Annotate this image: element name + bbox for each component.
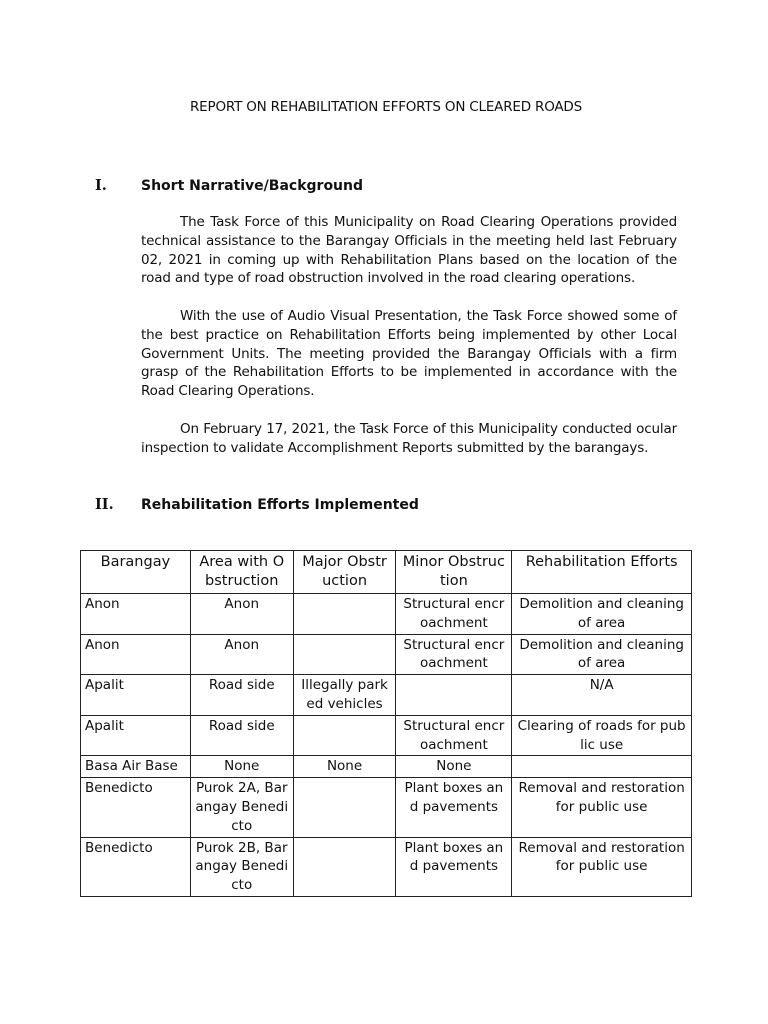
header-major-obstruction: Major Obstruction — [293, 551, 396, 594]
section-number: I. — [95, 177, 107, 194]
cell-efforts: Removal and restoration for public use — [512, 837, 692, 896]
table-row — [81, 778, 692, 837]
cell-minor: Plant boxes and pavements — [396, 778, 512, 837]
cell-efforts: Demolition and cleaning of area — [512, 594, 692, 635]
table-row — [81, 837, 692, 896]
cell-minor: Structural encroachment — [396, 715, 512, 756]
cell-area: Road side — [190, 675, 293, 716]
cell-area: None — [190, 756, 293, 778]
cell-efforts: Demolition and cleaning of area — [512, 634, 692, 675]
section-title: Short Narrative/Background — [141, 178, 364, 194]
cell-barangay: Benedicto — [81, 778, 191, 837]
cell-major: None — [293, 756, 396, 778]
section-heading-1 — [95, 177, 363, 194]
header-barangay: Barangay — [81, 551, 191, 594]
cell-major — [293, 594, 396, 635]
rehabilitation-table — [80, 550, 692, 897]
cell-area: Road side — [190, 715, 293, 756]
cell-area: Anon — [190, 594, 293, 635]
cell-minor — [396, 675, 512, 716]
cell-efforts: Removal and restoration for public use — [512, 778, 692, 837]
cell-minor: None — [396, 756, 512, 778]
cell-minor: Plant boxes and pavements — [396, 837, 512, 896]
table-row — [81, 715, 692, 756]
table-row — [81, 756, 692, 778]
cell-barangay: Basa Air Base — [81, 756, 191, 778]
cell-minor: Structural encroachment — [396, 634, 512, 675]
cell-minor: Structural encroachment — [396, 594, 512, 635]
cell-barangay: Anon — [81, 594, 191, 635]
cell-barangay: Anon — [81, 634, 191, 675]
cell-efforts — [512, 756, 692, 778]
table-row — [81, 594, 692, 635]
section-number: II. — [95, 496, 114, 513]
cell-area: Anon — [190, 634, 293, 675]
cell-major — [293, 715, 396, 756]
section-heading-2 — [95, 496, 419, 513]
header-rehabilitation-efforts: Rehabilitation Efforts — [512, 551, 692, 594]
cell-efforts: N/A — [512, 675, 692, 716]
paragraph-3: On February 17, 2021, the Task Force of this Municipality conducted ocular inspection to validate Accomplishment Reports submitted by the barangays. — [141, 421, 677, 456]
table-row — [81, 675, 692, 716]
cell-efforts: Clearing of roads for public use — [512, 715, 692, 756]
header-minor-obstruction: Minor Obstruction — [396, 551, 512, 594]
cell-barangay: Apalit — [81, 675, 191, 716]
cell-barangay: Apalit — [81, 715, 191, 756]
header-area-with-obstruction: Area with Obstruction — [190, 551, 293, 594]
table-header-row — [81, 551, 692, 594]
table-row — [81, 634, 692, 675]
cell-major — [293, 778, 396, 837]
cell-major — [293, 634, 396, 675]
paragraph-1: The Task Force of this Municipality on Road Clearing Operations provided technical assistance to the Barangay Officials in the meeting held last February 02, 2021 in coming up with Rehabilitation Plans based on the location of the road and type of road obstruction involved in the road clearing operations. — [141, 214, 677, 287]
cell-barangay: Benedicto — [81, 837, 191, 896]
paragraph-2: With the use of Audio Visual Presentation, the Task Force showed some of the best practice on Rehabilitation Efforts being implemented by other Local Government Units. The meeting provided the Barangay Officials with a firm grasp of the Rehabilitation Efforts to be implemented in accordance with the Road Clearing Operations. — [141, 308, 677, 400]
document-title: REPORT ON REHABILITATION EFFORTS ON CLEARED ROADS — [190, 99, 582, 115]
cell-area: Purok 2A, Barangay Benedicto — [190, 778, 293, 837]
cell-major — [293, 837, 396, 896]
section-title: Rehabilitation Efforts Implemented — [141, 497, 419, 513]
cell-area: Purok 2B, Barangay Benedicto — [190, 837, 293, 896]
cell-major: Illegally parked vehicles — [293, 675, 396, 716]
